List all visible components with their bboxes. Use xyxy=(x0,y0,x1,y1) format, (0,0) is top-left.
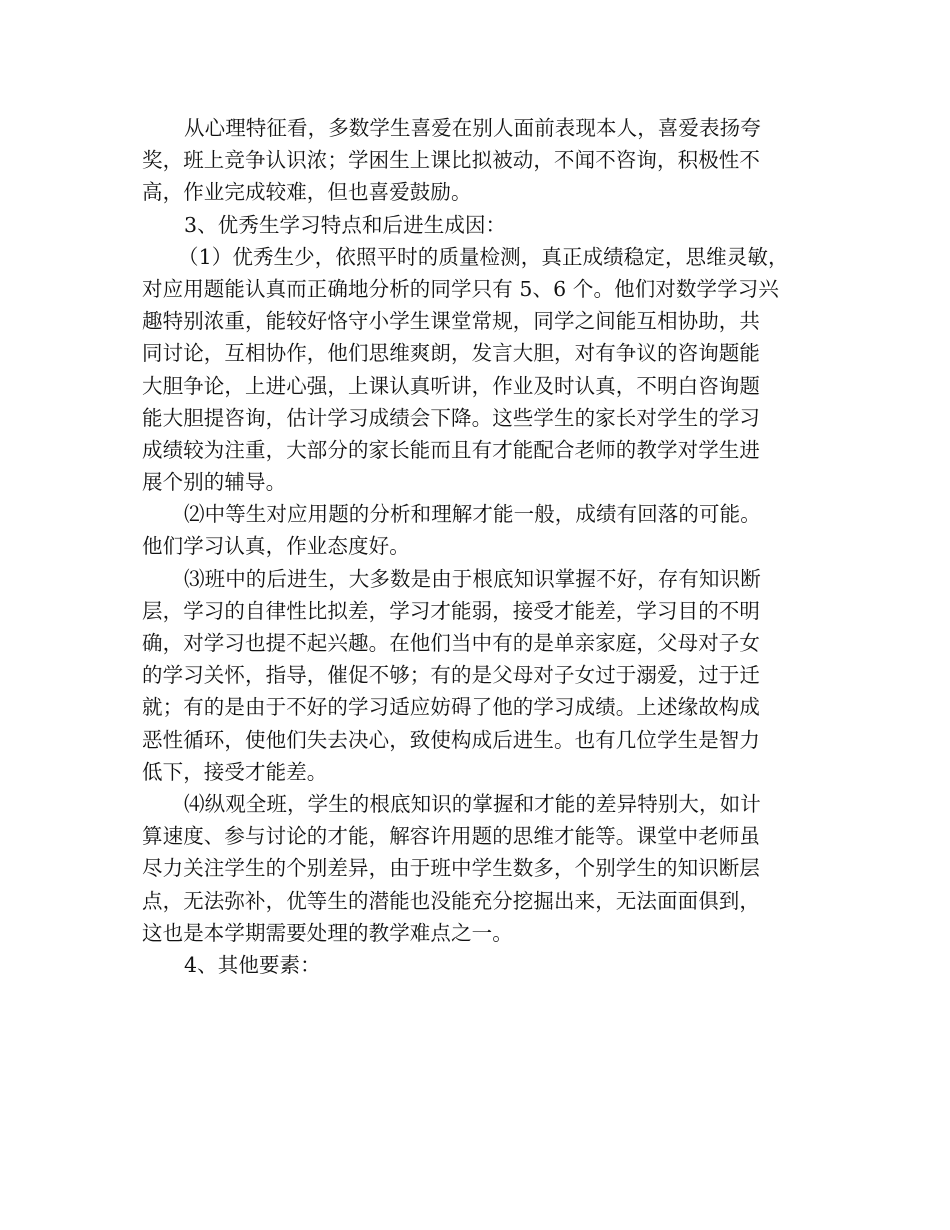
paragraph-line: 对应用题能认真而正确地分析的同学只有 5、6 个。他们对数学学习兴 xyxy=(142,276,779,301)
paragraph-line: 点，无法弥补，优等生的潜能也没能充分挖掘出来，无法面面俱到， xyxy=(142,888,760,913)
paragraph-line: 他们学习认真，作业态度好。 xyxy=(142,534,410,559)
paragraph-line: 趣特别浓重，能较好恪守小学生课堂常规，同学之间能互相协助，共 xyxy=(142,309,760,334)
paragraph-line: 的学习关怀，指导，催促不够；有的是父母对子女过于溺爱，过于迁 xyxy=(142,663,760,688)
paragraph-line: 算速度、参与讨论的才能，解容许用题的思维才能等。课堂中老师虽 xyxy=(142,824,760,849)
paragraph-line: ⑶班中的后进生，大多数是由于根底知识掌握不好，存有知识断 xyxy=(184,566,761,591)
paragraph-line: 奖，班上竞争认识浓；学困生上课比拟被动，不闻不咨询，积极性不 xyxy=(142,148,760,173)
paragraph-line: 能大胆提咨询，估计学习成绩会下降。这些学生的家长对学生的学习 xyxy=(142,405,760,430)
paragraph-line: （1）优秀生少，依照平时的质量检测，真正成绩稳定，思维灵敏， xyxy=(178,244,789,269)
paragraph-line: 层，学习的自律性比拟差，学习才能弱，接受才能差，学习目的不明 xyxy=(142,598,760,623)
section-heading: 3、优秀生学习特点和后进生成因： xyxy=(184,212,507,237)
document-body xyxy=(142,112,812,981)
paragraph-line: 大胆争论，上进心强，上课认真听讲，作业及时认真，不明白咨询题 xyxy=(142,373,760,398)
paragraph-line: 展个别的辅导。 xyxy=(142,470,287,495)
paragraph-line: 成绩较为注重，大部分的家长能而且有才能配合老师的教学对学生进 xyxy=(142,437,760,462)
paragraph-line: 同讨论，互相协作，他们思维爽朗，发言大胆，对有争议的咨询题能 xyxy=(142,341,760,366)
paragraph-line: 低下，接受才能差。 xyxy=(142,759,328,784)
paragraph-line: ⑷纵观全班，学生的根底知识的掌握和才能的差异特别大，如计 xyxy=(184,791,761,816)
paragraph-line: 这也是本学期需要处理的教学难点之一。 xyxy=(142,920,513,945)
paragraph-line: 确，对学习也提不起兴趣。在他们当中有的是单亲家庭，父母对子女 xyxy=(142,631,760,655)
paragraph-line: 恶性循环，使他们失去决心，致使构成后进生。也有几位学生是智力 xyxy=(142,727,760,752)
paragraph-line: 高，作业完成较难，但也喜爱鼓励。 xyxy=(142,180,472,205)
paragraph-line: ⑵中等生对应用题的分析和理解才能一般，成绩有回落的可能。 xyxy=(184,502,761,527)
paragraph-line: 从心理特征看，多数学生喜爱在别人面前表现本人，喜爱表扬夸 xyxy=(184,116,761,140)
paragraph-line: 就；有的是由于不好的学习适应妨碍了他的学习成绩。上述缘故构成 xyxy=(142,695,760,720)
paragraph-line: 尽力关注学生的个别差异，由于班中学生数多，个别学生的知识断层 xyxy=(142,856,760,881)
section-heading: 4、其他要素： xyxy=(184,952,321,977)
